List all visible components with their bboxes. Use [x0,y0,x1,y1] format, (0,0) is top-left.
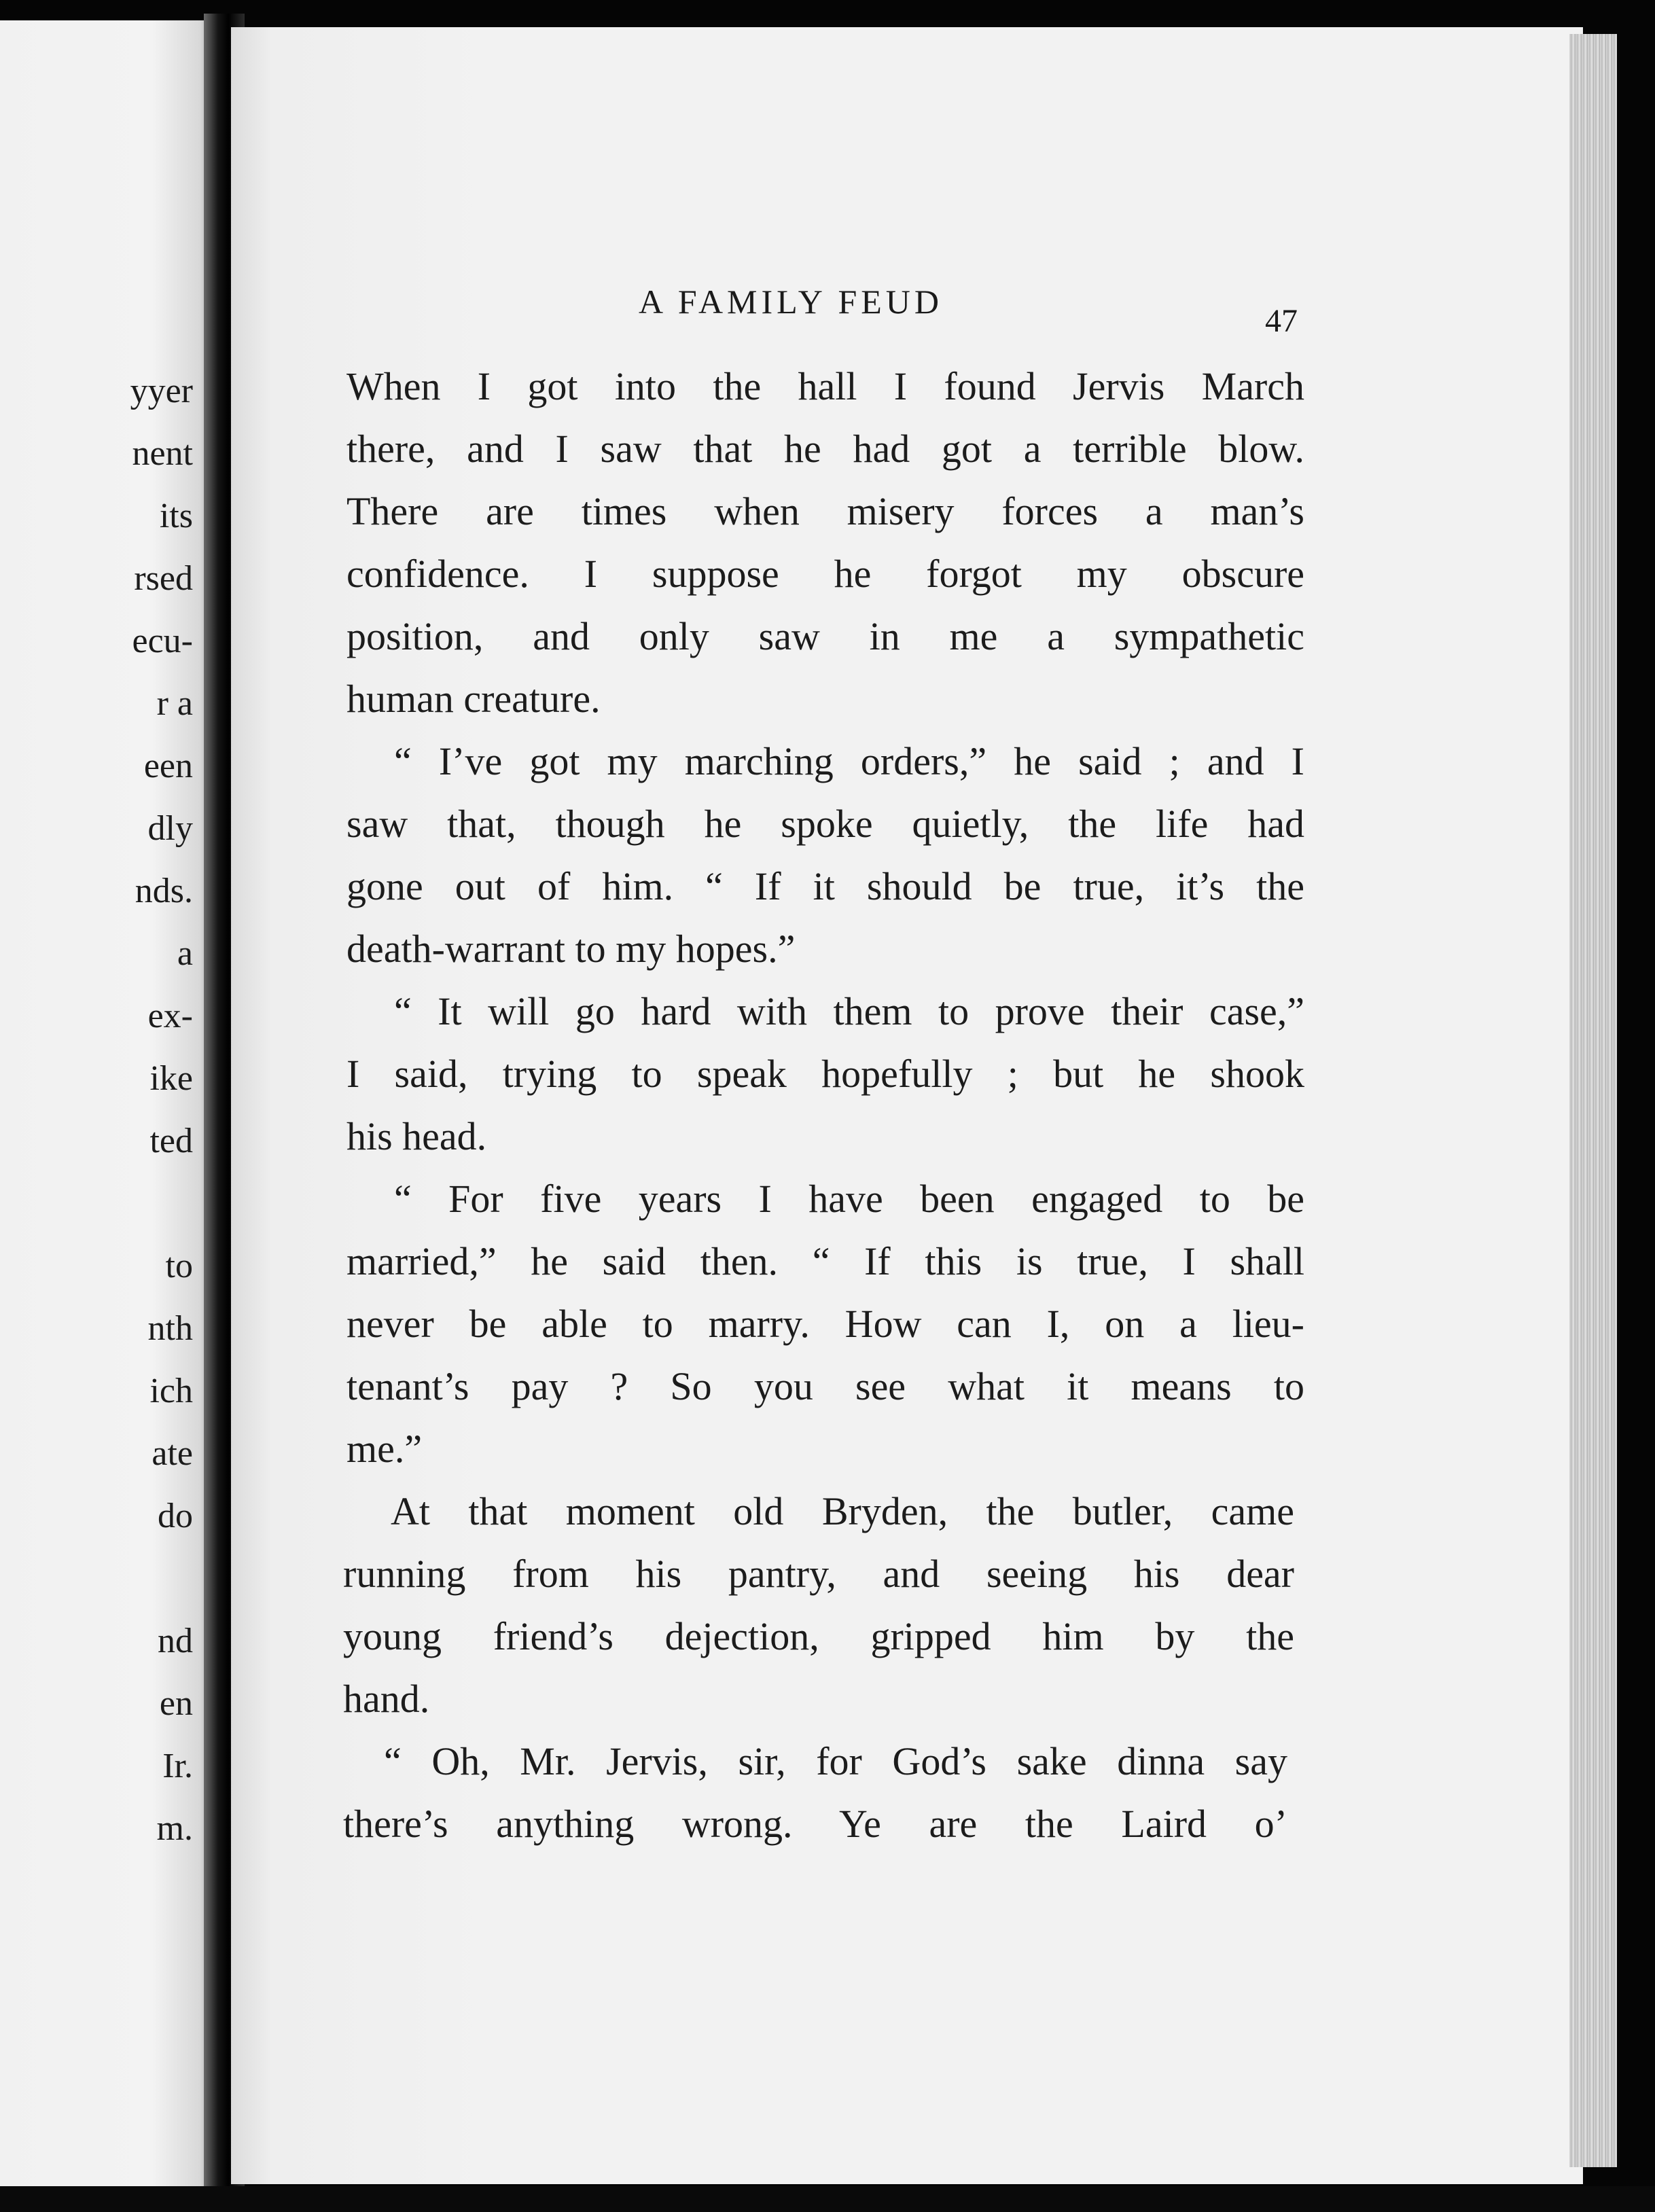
body-line: When I got into the hall I found Jervis March [346,364,1304,408]
left-line-end: ike [149,1059,193,1098]
body-line: death-warrant to my hopes.” [346,927,796,971]
body-line: young friend’s dejection, gripped him by the [343,1614,1294,1658]
left-line-end: een [143,747,193,785]
body-line: saw that, though he spoke quietly, the life had [346,802,1304,846]
body-line: “ Oh, Mr. Jervis, sir, for God’s sake dinna say [384,1739,1287,1783]
left-line-end: do [158,1497,193,1535]
body-line: his head. [346,1114,487,1158]
body-line: I said, trying to speak hopefully ; but he shook [346,1052,1304,1096]
body-line: me.” [346,1427,423,1471]
body-line: there, and I saw that he had got a terrible blow. [346,427,1304,471]
page-number: 47 [1265,303,1298,339]
body-line: “ For five years I have been engaged to be [394,1177,1304,1221]
current-page [231,27,1583,2184]
left-line-end: nth [147,1309,193,1348]
body-line: At that moment old Bryden, the butler, came [391,1489,1294,1533]
left-line-end: en [159,1684,193,1723]
body-line: tenant’s pay ? So you see what it means to [346,1364,1304,1408]
body-line: there’s anything wrong. Ye are the Laird o’ [343,1802,1287,1846]
body-line: married,” he said then. “ If this is true, I shall [346,1239,1304,1283]
body-line: “ It will go hard with them to prove their case,” [394,989,1304,1033]
left-line-end: Ir. [162,1747,193,1785]
previous-page-fragment [0,20,217,2188]
left-line-end: ate [152,1434,193,1473]
left-line-end: nent [132,434,193,473]
body-line: human creature. [346,677,601,721]
body-line: position, and only saw in me a sympathetic [346,614,1304,658]
running-title: A FAMILY FEUD [639,283,944,321]
left-line-end: its [159,497,193,535]
body-line: confidence. I suppose he forgot my obscure [346,552,1304,596]
left-line-end: ex- [147,997,193,1035]
body-line: gone out of him. “ If it should be true, it’s the [346,864,1304,908]
left-line-end: r a [156,684,193,723]
left-line-end: ted [149,1122,193,1160]
left-line-end: ich [149,1372,193,1410]
left-line-end: nds. [135,872,193,910]
left-line-end: dly [147,809,193,848]
body-line: never be able to marry. How can I, on a lieu- [346,1302,1304,1346]
left-line-end: ecu- [132,622,193,660]
scan-bottom-edge [0,2186,1655,2212]
body-line: “ I’ve got my marching orders,” he said ; and I [394,739,1304,783]
body-line: There are times when misery forces a man’s [346,489,1304,533]
left-line-end: yyer [130,372,193,410]
left-line-end: nd [158,1622,193,1660]
body-line: hand. [343,1677,430,1721]
left-line-end: a [177,934,193,973]
body-line: running from his pantry, and seeing his dear [343,1552,1294,1596]
left-line-end: to [165,1247,193,1285]
left-line-end: rsed [134,559,193,598]
page-edges [1569,34,1617,2167]
left-line-end: m. [156,1809,193,1848]
